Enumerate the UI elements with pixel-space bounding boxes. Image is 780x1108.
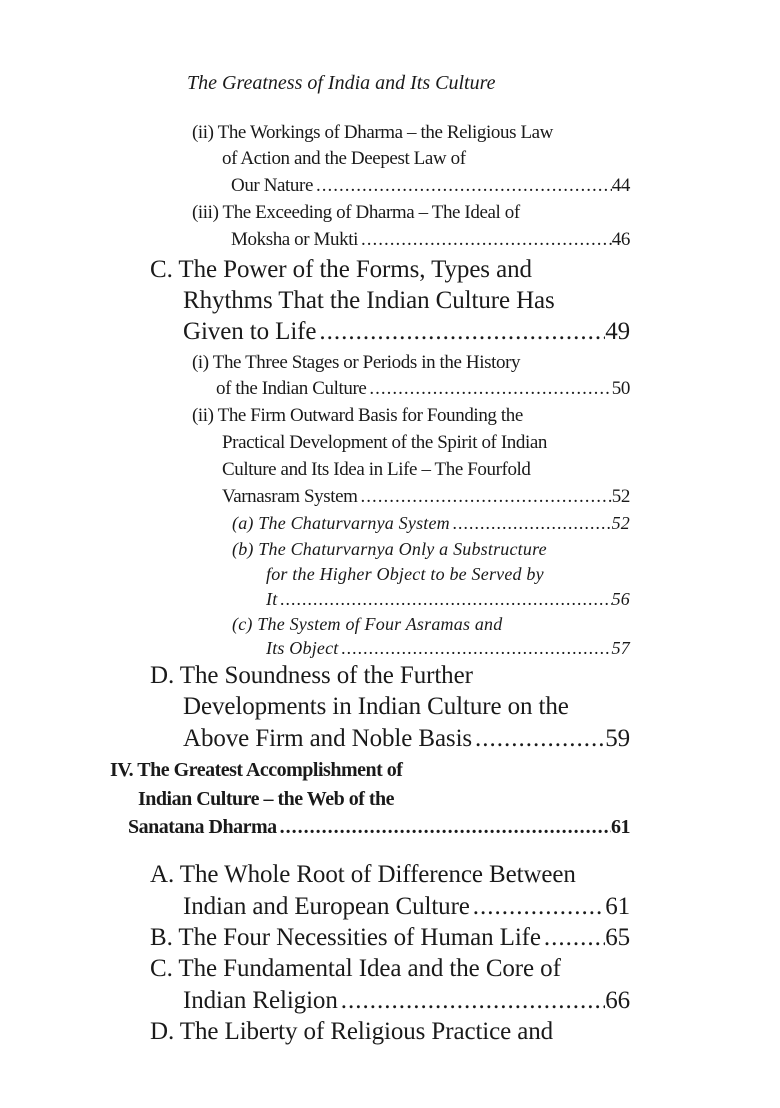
toc-entry-title: of the Indian Culture	[216, 378, 367, 399]
toc-line: C. The Power of the Forms, Types and	[150, 256, 532, 283]
toc-entry[interactable]	[183, 723, 630, 755]
page-number: 49	[605, 318, 630, 345]
dot-leader	[470, 891, 605, 923]
toc-line: (b) The Chaturvarnya Only a Substructure	[232, 539, 547, 559]
dot-leader	[313, 172, 612, 200]
page-number: 66	[605, 987, 630, 1014]
toc-line: C. The Fundamental Idea and the Core of	[150, 955, 561, 982]
dot-leader	[316, 316, 605, 348]
dot-leader	[366, 375, 611, 403]
dot-leader	[277, 585, 611, 613]
toc-entry-title: Indian and European Culture	[183, 893, 470, 920]
page-number: 56	[611, 589, 630, 609]
page-number: 61	[611, 816, 630, 838]
toc-entry[interactable]	[216, 375, 630, 403]
toc-line: Indian Culture – the Web of the	[138, 788, 395, 810]
toc-entry[interactable]	[222, 483, 630, 511]
running-header: The Greatness of India and Its Culture	[187, 72, 496, 94]
toc-line: Developments in Indian Culture on the	[183, 693, 569, 720]
toc-line: IV. The Greatest Accomplishment of	[110, 759, 403, 781]
toc-line: D. The Liberty of Religious Practice and	[150, 1018, 554, 1045]
toc-entry[interactable]	[183, 891, 630, 923]
page-number: 46	[611, 229, 630, 250]
toc-entry[interactable]	[183, 316, 630, 348]
toc-line: (ii) The Firm Outward Basis for Founding the	[192, 405, 523, 426]
toc-line: D. The Soundness of the Further	[150, 662, 473, 689]
dot-leader	[450, 509, 612, 537]
toc-line: A. The Whole Root of Difference Between	[150, 861, 576, 888]
toc-entry[interactable]	[128, 813, 630, 841]
dot-leader	[338, 985, 605, 1017]
toc-line: Rhythms That the Indian Culture Has	[183, 287, 555, 314]
toc-line: for the Higher Object to be Served by	[266, 564, 544, 584]
toc-line: (c) The System of Four Asramas and	[232, 614, 503, 634]
toc-entry[interactable]	[183, 985, 630, 1017]
toc-line: of Action and the Deepest Law of	[222, 148, 466, 169]
toc-entry-title: B. The Four Necessities of Human Life	[150, 924, 541, 951]
toc-line: (iii) The Exceeding of Dharma – The Ideal of	[192, 202, 520, 223]
toc-entry-title: Given to Life	[183, 318, 317, 345]
toc-entry-title: Moksha or Mukti	[231, 229, 359, 250]
toc-entry[interactable]	[150, 922, 630, 954]
page-number: 65	[605, 924, 630, 951]
toc-line: (i) The Three Stages or Periods in the History	[192, 352, 521, 373]
toc-entry[interactable]	[231, 226, 630, 254]
dot-leader	[277, 813, 611, 841]
toc-entry-title: Above Firm and Noble Basis	[183, 725, 473, 752]
toc-entry-title: It	[266, 589, 278, 609]
dot-leader	[472, 723, 605, 755]
toc-entry-title: Varnasram System	[222, 486, 358, 507]
page-number: 44	[611, 175, 630, 196]
dot-leader	[338, 634, 611, 662]
toc-entry-title: (a) The Chaturvarnya System	[232, 513, 450, 533]
toc-entry[interactable]	[266, 634, 630, 662]
dot-leader	[541, 922, 605, 954]
toc-entry-title: Sanatana Dharma	[128, 816, 277, 838]
toc-line: (ii) The Workings of Dharma – the Religious Law	[192, 122, 554, 143]
toc-entry[interactable]	[266, 585, 630, 613]
page-number: 50	[611, 378, 630, 399]
toc-entry[interactable]	[232, 509, 630, 537]
page-number: 57	[611, 638, 630, 658]
toc-entry-title: Our Nature	[231, 175, 313, 196]
toc-entry-title: Its Object	[266, 638, 339, 658]
toc-entry[interactable]	[231, 172, 630, 200]
toc-line: Culture and Its Idea in Life – The Fourfold	[222, 459, 531, 480]
dot-leader	[358, 483, 612, 511]
page-number: 52	[611, 486, 630, 507]
toc-entry-title: Indian Religion	[183, 987, 338, 1014]
toc-line: Practical Development of the Spirit of Indian	[222, 432, 547, 453]
page-number: 52	[611, 513, 630, 533]
page-number: 59	[605, 725, 630, 752]
dot-leader	[358, 226, 612, 254]
page-number: 61	[605, 893, 630, 920]
